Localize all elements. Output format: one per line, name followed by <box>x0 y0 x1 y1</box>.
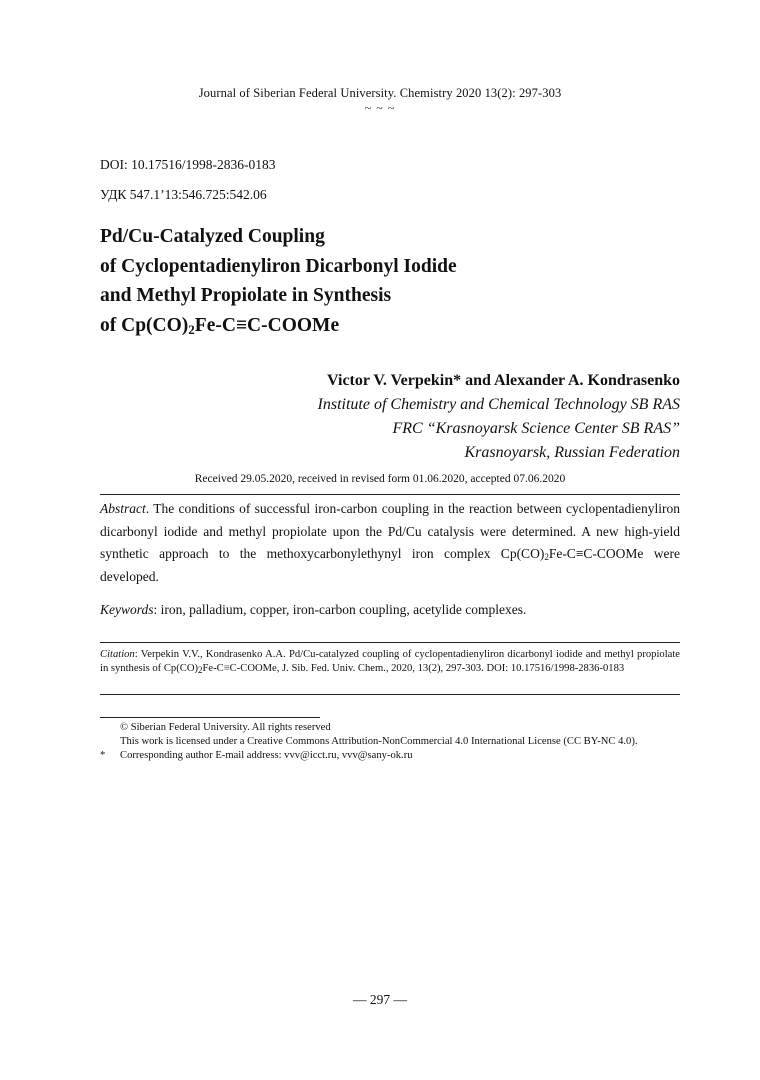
footnote-separator <box>100 717 320 718</box>
title-line-4-post: Fe-C≡C-COOMe <box>194 314 340 336</box>
corresponding-note <box>100 749 700 763</box>
title-line-4-pre: of Cp(CO) <box>100 314 189 336</box>
author-names: Victor V. Verpekin* and Alexander A. Kondrasenko <box>327 372 680 389</box>
abstract-text-b: Fe-C≡C-COOMe were developed. <box>100 546 680 584</box>
citation-text-a: : Verpekin V.V., Kondrasenko A.A. Pd/Cu-catalyzed coupling of cyclopentadienyliron dicarbonyl iodide and methyl propiolate in synthesis of Cp(CO) <box>100 649 680 674</box>
citation-bottom-rule <box>100 694 680 695</box>
footnote-star: * <box>100 750 106 761</box>
authors-block <box>318 369 680 465</box>
article-title <box>100 222 660 340</box>
affiliation-1: Institute of Chemistry and Chemical Technology SB RAS <box>317 396 680 413</box>
citation-label: Citation <box>100 649 135 660</box>
journal-header: Journal of Siberian Federal University. Chemistry 2020 13(2): 297-303 <box>198 86 562 100</box>
abstract-top-rule <box>100 494 680 495</box>
citation-text-b: Fe-C≡C-COOMe, J. Sib. Fed. Univ. Chem., 2020, 13(2), 297-303. DOI: 10.17516/1998-2836-0183 <box>202 663 625 674</box>
copyright-note: © Siberian Federal University. All rights reserved <box>120 722 331 733</box>
page-number: — 297 — <box>353 992 407 1007</box>
abstract-subscript: 2 <box>544 552 549 562</box>
affiliation-2: FRC “Krasnoyarsk Science Center SB RAS” <box>392 420 680 437</box>
abstract-text-a: . The conditions of successful iron-carbon coupling in the reaction between cyclopentadienyliron dicarbonyl iodide and methyl propiolate upon the Pd/Cu catalysis were determined. A new high-yield synthetic approach to the methoxycarbonylethynyl iron complex Cp(CO) <box>100 501 680 561</box>
keywords-label: Keywords <box>100 602 154 617</box>
header-ornament: ~ ~ ~ <box>364 101 396 115</box>
title-line-4 <box>100 311 660 341</box>
abstract <box>100 498 680 588</box>
received-dates: Received 29.05.2020, received in revised form 01.06.2020, accepted 07.06.2020 <box>194 473 566 485</box>
corresponding-text: Corresponding author E-mail address: vvv@icct.ru, vvv@sany-ok.ru <box>120 750 413 761</box>
title-line-3: and Methyl Propiolate in Synthesis <box>100 285 392 306</box>
citation-subscript: 2 <box>198 665 203 675</box>
title-line-2: of Cyclopentadienyliron Dicarbonyl Iodide <box>100 255 457 277</box>
footnotes <box>100 721 700 763</box>
citation <box>100 648 680 676</box>
doi: DOI: 10.17516/1998-2836-0183 <box>100 157 276 172</box>
affiliation-3: Krasnoyarsk, Russian Federation <box>464 444 680 461</box>
abstract-label: Abstract <box>100 501 146 516</box>
keywords <box>100 602 680 618</box>
keywords-text: : iron, palladium, copper, iron-carbon coupling, acetylide complexes. <box>153 602 527 617</box>
title-subscript: 2 <box>188 321 195 337</box>
udk-code: УДК 547.1’13:546.725:542.06 <box>100 187 267 202</box>
title-line-1: Pd/Cu-Catalyzed Coupling <box>100 226 325 247</box>
license-note: This work is licensed under a Creative Commons Attribution-NonCommercial 4.0 International License (CC BY-NC 4.0). <box>120 736 638 747</box>
citation-top-rule <box>100 642 680 643</box>
